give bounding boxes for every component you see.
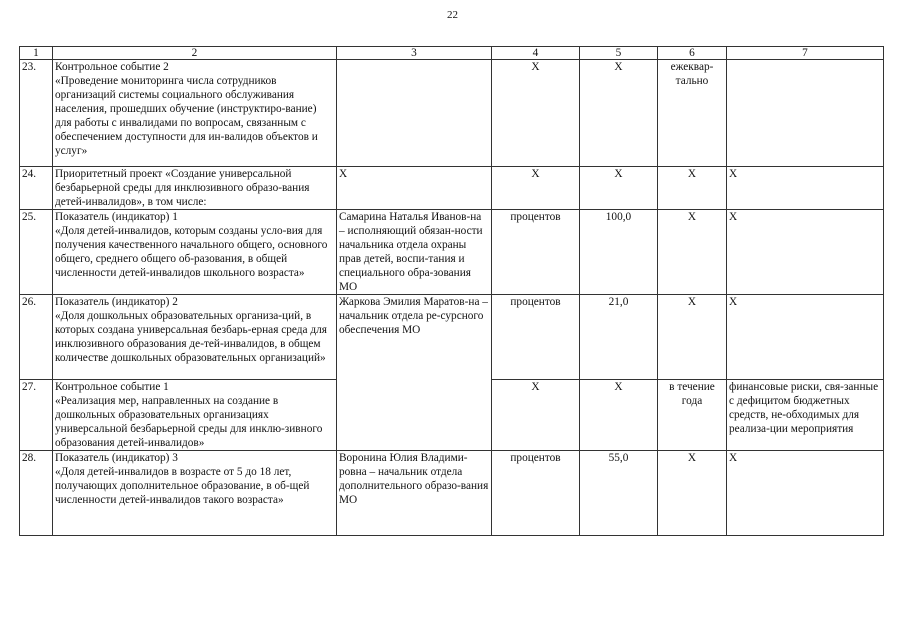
row-number: 25. xyxy=(20,210,53,295)
row-risks xyxy=(727,60,884,167)
column-header-1: 1 xyxy=(20,47,53,60)
row-unit: X xyxy=(492,60,580,167)
row-risks: X xyxy=(727,210,884,295)
row-description: Показатель (индикатор) 3 «Доля детей-инвалидов в возрасте от 5 до 18 лет, получающих дополнительное образование, в об-щей численности детей-инвалидов такого возраста» xyxy=(53,451,337,536)
column-header-6: 6 xyxy=(658,47,727,60)
row-number: 27. xyxy=(20,380,53,451)
row-number: 26. xyxy=(20,295,53,380)
row-period: в течение года xyxy=(658,380,727,451)
column-header-4: 4 xyxy=(492,47,580,60)
column-header-2: 2 xyxy=(53,47,337,60)
row-value: X xyxy=(580,167,658,210)
row-risks: X xyxy=(727,295,884,380)
row-unit: X xyxy=(492,167,580,210)
row-responsible: Самарина Наталья Иванов-на – исполняющий обязан-ности начальника отдела охраны прав детей, воспи-тания и специального обра-зования МО xyxy=(337,210,492,295)
row-unit: процентов xyxy=(492,295,580,380)
table-row xyxy=(20,210,884,295)
table-row xyxy=(20,60,884,167)
row-risks: X xyxy=(727,167,884,210)
header-row xyxy=(20,47,884,60)
row-description: Контрольное событие 2 «Проведение мониторинга числа сотрудников организаций системы социального обслуживания населения, прошедших обучение (инструктиро-вание) для работы с инвалидами по вопросам, связанным с обеспечением доступности для ин-валидов объектов и услуг» xyxy=(53,60,337,167)
row-number: 23. xyxy=(20,60,53,167)
column-header-7: 7 xyxy=(727,47,884,60)
row-description: Приоритетный проект «Создание универсальной безбарьерной среды для инклюзивного образо-вания детей-инвалидов», в том числе: xyxy=(53,167,337,210)
row-responsible: Жаркова Эмилия Маратов-на – начальник отдела ре-сурсного обеспечения МО xyxy=(337,295,492,451)
row-unit: процентов xyxy=(492,210,580,295)
row-description: Показатель (индикатор) 1 «Доля детей-инвалидов, которым созданы усло-вия для получения качественного начального общего, основного общего, среднего общего об-разования, в общей численности детей-инвалидов школьного возраста» xyxy=(53,210,337,295)
row-responsible xyxy=(337,60,492,167)
row-responsible: Воронина Юлия Владими-ровна – начальник отдела дополнительного образо-вания МО xyxy=(337,451,492,536)
row-description: Показатель (индикатор) 2 «Доля дошкольных образовательных организа-ций, в которых создана универсальная безбарь-ерная среда для инклюзивного образования де-тей-инвалидов, в общем количестве дошкольных образовательных организаций» xyxy=(53,295,337,380)
table-row xyxy=(20,451,884,536)
row-risks: X xyxy=(727,451,884,536)
row-value: 21,0 xyxy=(580,295,658,380)
row-unit: X xyxy=(492,380,580,451)
row-unit: процентов xyxy=(492,451,580,536)
row-value: 55,0 xyxy=(580,451,658,536)
row-value: X xyxy=(580,380,658,451)
column-header-5: 5 xyxy=(580,47,658,60)
column-header-3: 3 xyxy=(337,47,492,60)
table-row xyxy=(20,295,884,380)
plan-table xyxy=(19,46,884,536)
row-risks: финансовые риски, свя-занные с дефицитом бюджетных средств, не-обходимых для реализа-ции мероприятия xyxy=(727,380,884,451)
row-value: X xyxy=(580,60,658,167)
row-period: X xyxy=(658,167,727,210)
row-period: X xyxy=(658,210,727,295)
table-row xyxy=(20,167,884,210)
row-number: 24. xyxy=(20,167,53,210)
row-responsible: X xyxy=(337,167,492,210)
row-period: ежеквар-тально xyxy=(658,60,727,167)
row-period: X xyxy=(658,295,727,380)
row-value: 100,0 xyxy=(580,210,658,295)
row-period: X xyxy=(658,451,727,536)
row-description: Контрольное событие 1 «Реализация мер, направленных на создание в дошкольных образовательных организациях универсальной безбарьерной среды для инклю-зивного образования детей-инвалидов» xyxy=(53,380,337,451)
page-number: 22 xyxy=(447,9,458,21)
row-number: 28. xyxy=(20,451,53,536)
